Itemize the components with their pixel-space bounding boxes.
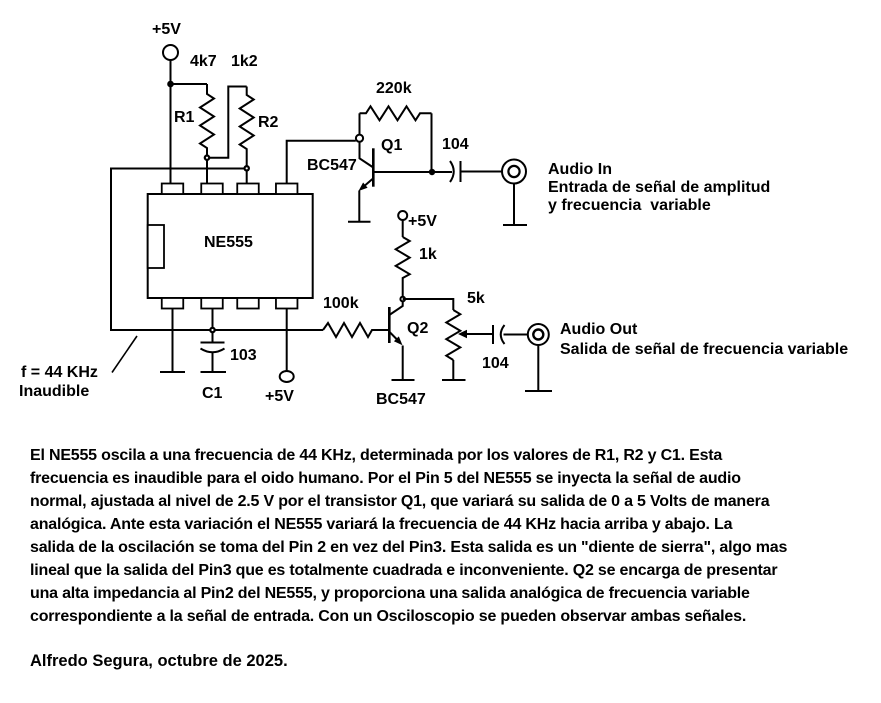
resistor-100k — [323, 323, 389, 337]
q2-part-label: BC547 — [376, 391, 426, 408]
vcc-q2-label: +5V — [408, 213, 437, 230]
vcc-top-label: +5V — [152, 21, 181, 38]
description-line: salida de la oscilación se toma del Pin 2 en vez del Pin3. Esta salida es un "diente de sierra", algo mas — [30, 539, 788, 556]
capacitor-c1 — [201, 309, 227, 373]
audio-out-line2: Salida de señal de frecuencia variable — [560, 341, 849, 358]
r-collector-label: 1k — [419, 246, 437, 263]
r2-value-label: 1k2 — [231, 53, 258, 70]
q1-name-label: Q1 — [381, 137, 403, 154]
vcc-terminal-pin4 — [280, 309, 294, 383]
description-line: analógica. Ante esta variación el NE555 variará la frecuencia de 44 KHz hacia arriba y abajo. La — [30, 516, 733, 533]
freq-pointer-line — [112, 336, 137, 373]
rca-jack-audio-in — [502, 160, 527, 226]
capacitor-104-in — [429, 161, 502, 182]
ic-pin-4 — [276, 298, 298, 309]
vcc-pin4-label: +5V — [265, 388, 294, 405]
ic-pin-1 — [162, 298, 184, 309]
r-feedback-label: 220k — [376, 80, 412, 97]
r1-value-label: 4k7 — [190, 53, 217, 70]
audio-in-line3: y frecuencia variable — [548, 197, 711, 214]
c-in-value-label: 104 — [442, 136, 469, 153]
description-line: normal, ajustada al nivel de 2.5 V por el transistor Q1, que variará su salida de 0 a 5 Volts de manera — [30, 493, 770, 510]
resistor-1k — [396, 237, 410, 299]
description-line: frecuencia es inaudible para el oido humano. Por el Pin 5 del NE555 se inyecta la señal de audio — [30, 470, 741, 487]
q1-part-label: BC547 — [307, 157, 357, 174]
freq-note-line1: f = 44 KHz — [21, 364, 98, 381]
q2-name-label: Q2 — [407, 320, 429, 337]
c1-value-label: 103 — [230, 347, 257, 364]
ic-name-label: NE555 — [204, 234, 253, 251]
potentiometer-5k — [403, 299, 493, 380]
audio-in-line2: Entrada de señal de amplitud — [548, 179, 771, 196]
ic-pin-8 — [162, 184, 184, 195]
c-out-value-label: 104 — [482, 355, 509, 372]
audio-out-title: Audio Out — [560, 321, 638, 338]
vcc-terminal-q2 — [398, 211, 407, 237]
description-line: una alta impedancia al Pin2 del NE555, y proporciona una salida analógica de frecuencia variable — [30, 585, 750, 602]
pot-value-label: 5k — [467, 290, 485, 307]
description-line: lineal que la salida del Pin3 que es totalmente cuadrada e inconveniente. Q2 se encarga de presentar — [30, 562, 778, 579]
freq-note-line2: Inaudible — [19, 383, 90, 400]
description-line: correspondiente a la señal de entrada. Con un Osciloscopio se pueden observar ambas señales. — [30, 608, 747, 625]
ic-pin-6 — [237, 184, 259, 195]
ground-pin1 — [160, 309, 185, 373]
r1-name-label: R1 — [174, 109, 195, 126]
ic-pin-3 — [237, 298, 259, 309]
rca-jack-audio-out — [525, 324, 552, 391]
ic-pin-7 — [201, 184, 223, 195]
r-base-label: 100k — [323, 295, 359, 312]
author-signature: Alfredo Segura, octubre de 2025. — [30, 652, 288, 670]
c1-name-label: C1 — [202, 385, 223, 402]
description-paragraph — [30, 444, 870, 628]
audio-in-title: Audio In — [548, 161, 612, 178]
description-line: El NE555 oscila a una frecuencia de 44 KHz, determinada por los valores de R1, R2 y C1. Esta — [30, 447, 723, 464]
ic-pin-2 — [201, 298, 223, 309]
ic-pin-5 — [276, 184, 298, 195]
r2-name-label: R2 — [258, 114, 279, 131]
capacitor-104-out — [493, 325, 528, 344]
